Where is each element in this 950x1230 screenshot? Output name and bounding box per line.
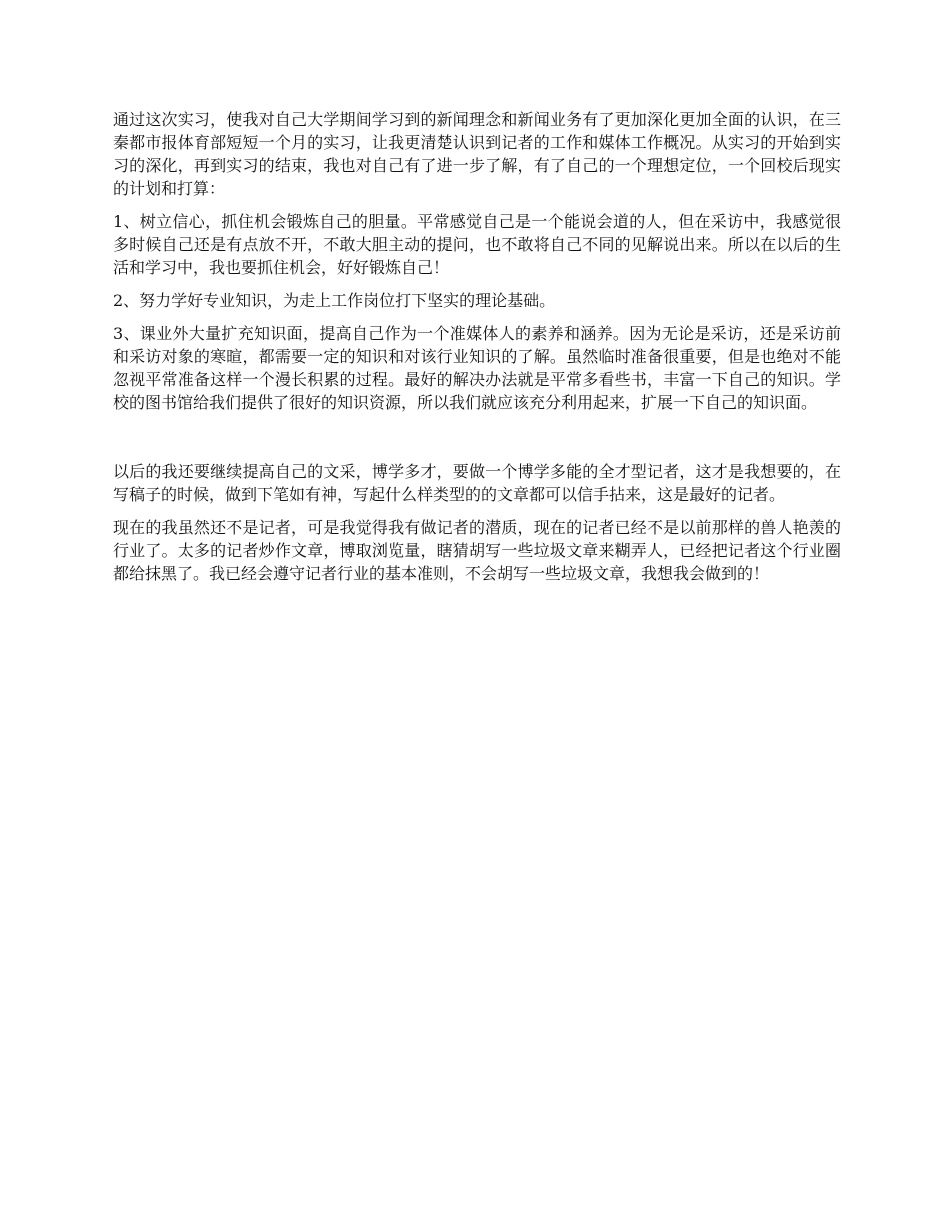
paragraph-future-goal: 以后的我还要继续提高自己的文采，博学多才，要做一个博学多能的全才型记者，这才是我想要的，在写稿子的时候，做到下笔如有神，写起什么样类型的的文章都可以信手拈来，这是最好的记者。 — [113, 462, 841, 504]
document-body — [113, 108, 841, 595]
paragraph-point-3: 3、课业外大量扩充知识面，提高自己作为一个准媒体人的素养和涵养。因为无论是采访，还是采访前和采访对象的寒暄，都需要一定的知识和对该行业知识的了解。虽然临时准备很重要，但是也绝对不能忽视平常准备这样一个漫长积累的过程。最好的解决办法就是平常多看些书，丰富一下自己的知识。学校的图书馆给我们提供了很好的知识资源，所以我们就应该充分利用起来，扩展一下自己的知识面。 — [113, 324, 841, 412]
paragraph-point-1: 1、树立信心，抓住机会锻炼自己的胆量。平常感觉自己是一个能说会道的人，但在采访中，我感觉很多时候自己还是有点放不开，不敢大胆主动的提问，也不敢将自己不同的见解说出来。所以在以后的生活和学习中，我也要抓住机会，好好锻炼自己！ — [113, 212, 841, 277]
paragraph-spacer — [113, 424, 841, 460]
paragraph-conclusion: 现在的我虽然还不是记者，可是我觉得我有做记者的潜质，现在的记者已经不是以前那样的兽人艳羡的行业了。太多的记者炒作文章，博取浏览量，瞎猜胡写一些垃圾文章来糊弄人，已经把记者这个行业圈都给抹黑了。我已经会遵守记者行业的基本准则，不会胡写一些垃圾文章，我想我会做到的！ — [113, 518, 841, 583]
paragraph-point-2: 2、努力学好专业知识，为走上工作岗位打下坚实的理论基础。 — [113, 291, 556, 310]
paragraph-intro: 通过这次实习，使我对自己大学期间学习到的新闻理念和新闻业务有了更加深化更加全面的认识，在三秦都市报体育部短短一个月的实习，让我更清楚认识到记者的工作和媒体工作概况。从实习的开始到实习的深化，再到实习的结束，我也对自己有了进一步了解，有了自己的一个理想定位，一个回校后现实的计划和打算： — [113, 110, 841, 198]
